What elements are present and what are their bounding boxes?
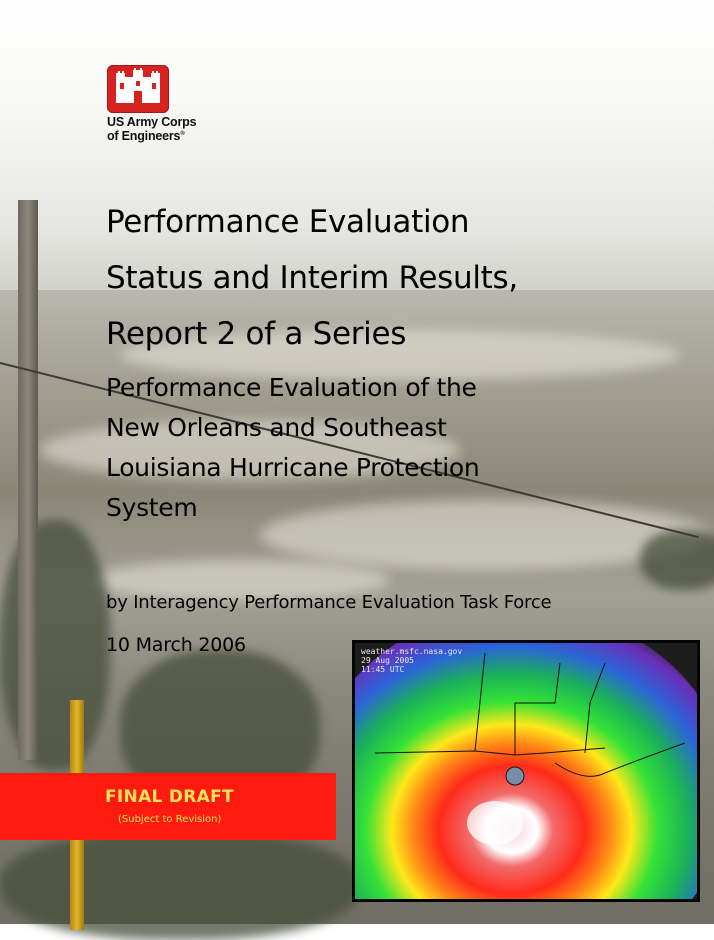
- author-line: by Interagency Performance Evaluation Task Force: [106, 592, 552, 613]
- report-date: 10 March 2006: [106, 634, 246, 656]
- usace-wordmark: [107, 116, 196, 142]
- subtitle-line: Performance Evaluation of the: [106, 373, 477, 402]
- tree: [640, 530, 714, 590]
- tree: [0, 520, 110, 770]
- revision-note: (Subject to Revision): [118, 814, 222, 825]
- subtitle-line: New Orleans and Southeast: [106, 413, 447, 442]
- utility-pole: [18, 200, 38, 760]
- hurricane-radar-graphic: [355, 643, 697, 899]
- usace-logo: [107, 65, 169, 113]
- satellite-source: weather.msfc.nasa.gov: [361, 647, 463, 656]
- wordmark-line2: [107, 128, 196, 142]
- subtitle-line: System: [106, 493, 198, 522]
- report-title: [106, 194, 666, 362]
- title-line: Status and Interim Results,: [106, 260, 518, 296]
- final-draft-label: FINAL DRAFT: [105, 787, 234, 807]
- subtitle-line: Louisiana Hurricane Protection: [106, 453, 480, 482]
- report-subtitle: [106, 368, 626, 528]
- satellite-time: 11:45 UTC: [361, 665, 405, 674]
- registered-mark: ®: [180, 131, 185, 137]
- satellite-timestamp: [361, 647, 462, 674]
- wordmark-line2-text: of Engineers: [107, 129, 181, 144]
- wordmark-line1: US Army Corps: [107, 115, 197, 129]
- title-line: Report 2 of a Series: [106, 316, 407, 352]
- satellite-date: 29 Aug 2005: [361, 656, 414, 665]
- castle-icon: [107, 65, 169, 113]
- hurricane-satellite-image: [352, 640, 700, 902]
- title-line: Performance Evaluation: [106, 204, 470, 240]
